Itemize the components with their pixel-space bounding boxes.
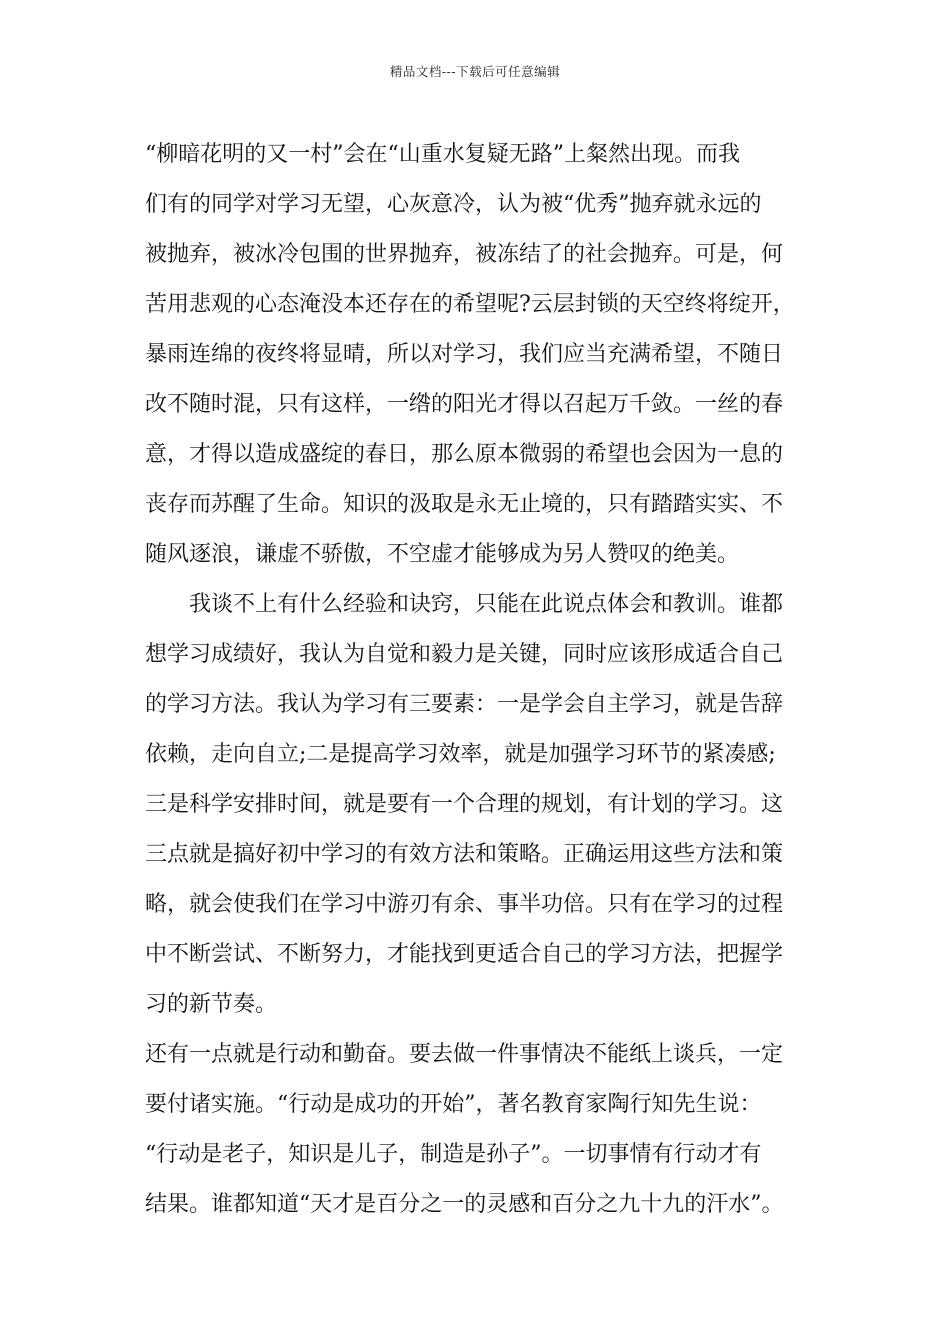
- paragraph-1-line-1: “柳暗花明的又一村”会在“山重水复疑无路”上粲然出现。而我: [145, 142, 740, 167]
- paragraph-1-line-7: 意，才得以造成盛绽的春日，那么原本微弱的希望也会因为一息的: [145, 442, 784, 467]
- paragraph-3-line-1: 还有一点就是行动和勤奋。要去做一件事情决不能纸上谈兵，一定: [145, 1042, 784, 1067]
- paragraph-3-line-2: 要付诸实施。“行动是成功的开始”，著名教育家陶行知先生说：: [145, 1092, 762, 1117]
- paragraph-1-line-5: 暴雨连绵的夜终将显晴，所以对学习，我们应当充满希望，不随日: [145, 342, 784, 367]
- paragraph-1-line-6: 改不随时混，只有这样，一绺的阳光才得以召起万千敛。一丝的春: [145, 392, 784, 417]
- paragraph-1-line-4: 苦用悲观的心态淹没本还存在的希望呢?云层封锁的天空终将绽开，: [145, 292, 795, 317]
- paragraph-2-line-2: 想学习成绩好，我认为自觉和毅力是关键，同时应该形成适合自己: [145, 642, 784, 667]
- page-header: 精品文档---下载后可任意编辑: [389, 64, 561, 79]
- paragraph-2-line-7: 略，就会使我们在学习中游刃有余、事半功倍。只有在学习的过程: [145, 892, 784, 917]
- paragraph-1-line-3: 被抛弃，被冰冷包围的世界抛弃，被冻结了的社会抛弃。可是，何: [145, 242, 784, 267]
- document-body: [145, 130, 805, 1230]
- paragraph-2-line-8: 中不断尝试、不断努力，才能找到更适合自己的学习方法，把握学: [145, 942, 784, 967]
- paragraph-2-line-5: 三是科学安排时间，就是要有一个合理的规划，有计划的学习。这: [145, 792, 784, 817]
- paragraph-2-line-1: 我谈不上有什么经验和诀窍，只能在此说点体会和教训。谁都: [189, 592, 784, 617]
- paragraph-1-line-2: 们有的同学对学习无望，心灰意冷，认为被“优秀”抛弃就永远的: [145, 192, 762, 217]
- paragraph-2-line-9: 习的新节奏。: [145, 992, 278, 1017]
- paragraph-2-line-3: 的学习方法。我认为学习有三要素：一是学会自主学习，就是告辞: [145, 692, 784, 717]
- paragraph-3-line-4: 结果。谁都知道“天才是百分之一的灵感和百分之九十九的汗水”。: [145, 1192, 784, 1217]
- paragraph-1-line-9: 随风逐浪，谦虚不骄傲，不空虚才能够成为另人赞叹的绝美。: [145, 542, 740, 567]
- paragraph-3-line-3: “行动是老子，知识是儿子，制造是孙子”。一切事情有行动才有: [145, 1142, 762, 1167]
- paragraph-2-line-4: 依赖，走向自立;二是提高学习效率，就是加强学习环节的紧凑感;: [145, 742, 776, 767]
- paragraph-2-line-6: 三点就是搞好初中学习的有效方法和策略。正确运用这些方法和策: [145, 842, 784, 867]
- paragraph-1-line-8: 丧存而苏醒了生命。知识的汲取是永无止境的，只有踏踏实实、不: [145, 492, 784, 517]
